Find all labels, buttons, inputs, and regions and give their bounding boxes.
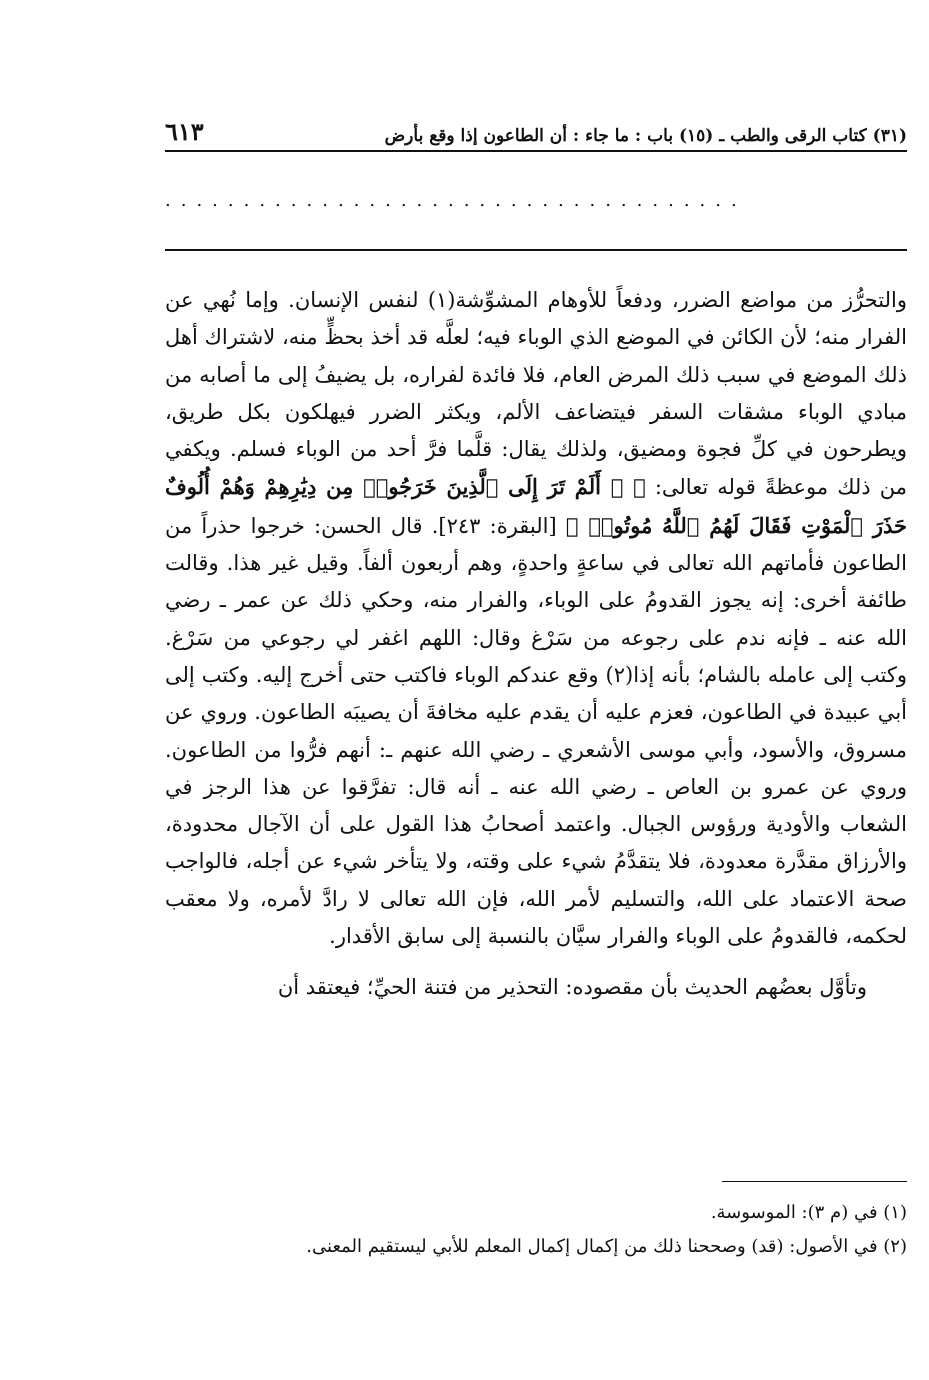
footnotes [165, 1196, 907, 1264]
paragraph-1-part-a: والتحرُّز من مواضع الضرر، ودفعاً للأوهام المشوِّشة(١) لنفس الإنسان. وإما نُهي عن الفرار منه؛ لأن الكائن في الموضع الذي الوباء فيه؛ لعلَّه قد أخذ بحظٍّ منه، لاشتراك أهل ذلك الموضع في سبب ذلك المرض العام، فلا فائدة لفراره، بل يضيفُ إلى ما أصابه من مبادي الوباء مشقات السفر فيتضاعف الألم، ويكثر الضرر فيهلكون بكل طريق، ويطرحون في كلِّ فجوة ومضيق، ولذلك يقال: قلَّما فرَّ أحد من الوباء فسلم. ويكفي من ذلك موعظةً قوله تعالى: [165, 288, 907, 500]
page-number: ٦١٣ [165, 117, 204, 146]
header-title: (٣١) كتاب الرقى والطب ـ (١٥) باب : ما جاء : أن الطاعون إذا وقع بأرض [384, 126, 907, 146]
dotted-separator: ..................................... [165, 190, 747, 211]
footnote-rule [722, 1181, 907, 1182]
paragraph-1 [165, 282, 907, 955]
section-rule [165, 249, 907, 251]
footnote-2: (٢) في الأصول: (قد) وصححنا ذلك من إكمال إكمال المعلم للأبي ليستقيم المعنى. [306, 1236, 907, 1257]
main-text [165, 282, 907, 1007]
book-page [165, 110, 907, 1300]
quran-verse: ﴿ ۞ أَلَمْ تَرَ إِلَى ٱلَّذِينَ خَرَجُوا۟ مِن دِيَٰرِهِمْ وَهُمْ أُلُوفٌ حَذَرَ ٱلْمَوْتِ فَقَالَ لَهُمُ ٱللَّهُ مُوتُوا۟ ﴾ [165, 474, 907, 538]
running-header [165, 110, 907, 152]
footnote-1: (١) في (م ٣): الموسوسة. [710, 1202, 907, 1223]
paragraph-2: وتأوَّل بعضُهم الحديث بأن مقصوده: التحذير من فتنة الحيِّ؛ فيعتقد أن [277, 975, 867, 1000]
paragraph-1-part-b: [البقرة: ٢٤٣]. قال الحسن: خرجوا حذراً من الطاعون فأماتهم الله تعالى في ساعةٍ واحدةٍ، وهم أربعون ألفاً. وقيل غير هذا. وقالت طائفة أخرى: إنه يجوز القدومُ على الوباء، والفرار منه، وحكي ذلك عن عمر ـ رضي الله عنه ـ فإنه ندم على رجوعه من سَرْغ وقال: اللهم اغفر لي رجوعي من سَرْغ. وكتب إلى عامله بالشام؛ بأنه إذا(٢) وقع عندكم الوباء فاكتب حتى أخرج إليه. وكتب إلى أبي عبيدة في الطاعون، فعزم عليه أن يقدم عليه مخافةَ أن يصيبَه الطاعون. وروي عن مسروق، والأسود، وأبي موسى الأشعري ـ رضي الله عنهم ـ: أنهم فرُّوا من الطاعون. وروي عن عمرو بن العاص ـ رضي الله عنه ـ أنه قال: تفرَّقوا عن هذا الرجز في الشعاب والأودية ورؤوس الجبال. واعتمد أصحابُ هذا القول على أن الآجال محدودة، والأرزاق مقدَّرة معدودة، فلا يتقدَّمُ شيء على وقته، ولا يتأخر شيء عن أجله، فالواجب صحة الاعتماد على الله، والتسليم لأمر الله، فإن الله تعالى لا رادَّ لأمره، ولا معقب لحكمه، فالقدومُ على الوباء والفرار سيَّان بالنسبة إلى سابق الأقدار. [165, 513, 908, 949]
